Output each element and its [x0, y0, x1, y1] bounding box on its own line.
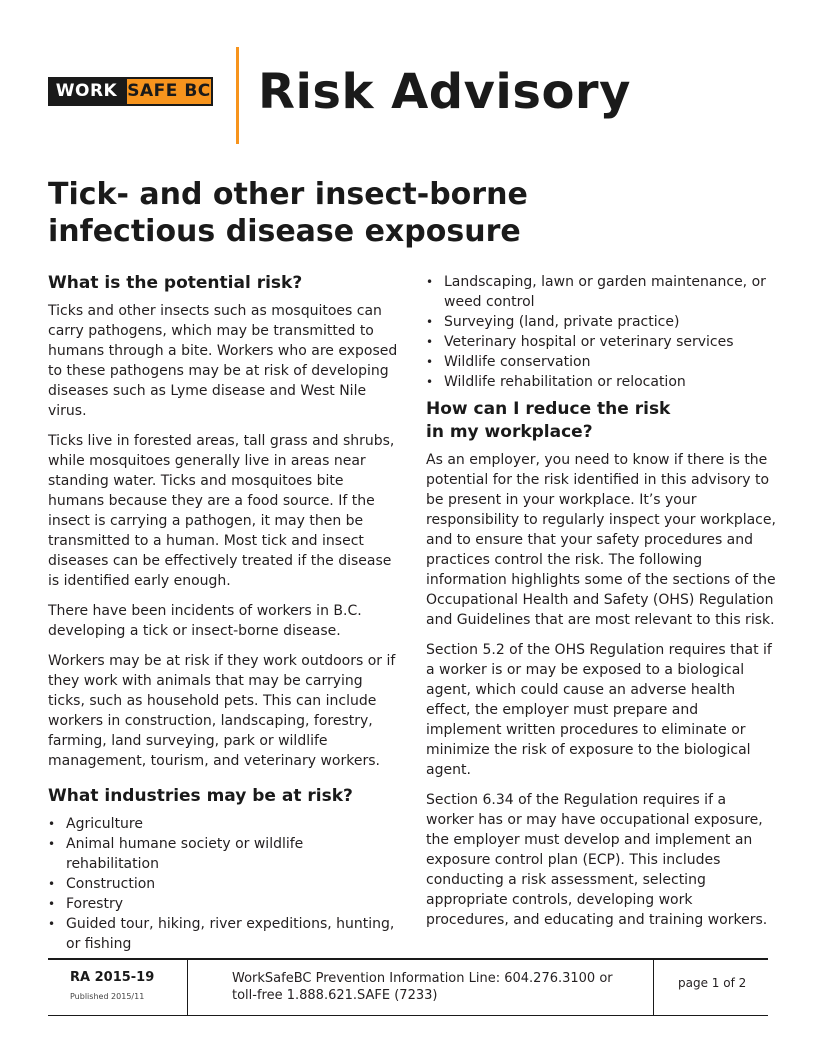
- logo-safe: SAFE: [127, 81, 178, 101]
- footer-doc-id: [48, 960, 188, 1015]
- list-item: • Animal humane society or wildlife rehabilitation: [48, 834, 398, 874]
- published-date: Published 2015/11: [70, 992, 145, 1001]
- list-item: • Agriculture: [48, 814, 398, 834]
- header-divider: [236, 47, 239, 144]
- worksafebc-logo: [48, 77, 213, 106]
- paragraph: Section 5.2 of the OHS Regulation requires that if a worker is or may be exposed to a biological agent, which could cause an adverse health effect, the employer must prepare and implement written procedures to eliminate or minimize the risk of exposure to the biological agent.: [426, 642, 772, 778]
- info-line-2: toll-free 1.888.621.SAFE (7233): [232, 988, 438, 1003]
- industry-list: [48, 814, 398, 954]
- list-item: • Construction: [48, 874, 398, 894]
- list-item: • Forestry: [48, 894, 398, 914]
- info-line-1: WorkSafeBC Prevention Information Line: 604.276.3100 or: [232, 971, 613, 986]
- logo-bc: BC: [184, 81, 211, 101]
- footer: [48, 958, 768, 1016]
- document-title: [48, 176, 568, 250]
- list-item: • Veterinary hospital or veterinary services: [426, 332, 776, 352]
- section-heading-risk: What is the potential risk?: [48, 273, 303, 293]
- right-column: [426, 272, 776, 940]
- footer-contact: [188, 960, 654, 1015]
- section-heading-reduce: How can I reduce the risk in my workplace?: [426, 399, 671, 442]
- advisory-code: RA 2015-19: [70, 970, 155, 985]
- title-line-2: infectious disease exposure: [48, 214, 521, 249]
- industry-list-continued: [426, 272, 776, 392]
- paragraph: Ticks live in forested areas, tall grass and shrubs, while mosquitoes generally live in areas near standing water. Ticks and mosquitoes bite humans because they are a food source. If the insect is carrying a pathogen, it may then be transmitted to a human. Most tick and insect diseases can be effectively treated if the disease is identified early enough.: [48, 433, 395, 589]
- logo-work: WORK: [48, 77, 125, 106]
- left-column: [48, 272, 398, 960]
- title-line-1: Tick- and other insect-borne: [48, 177, 528, 212]
- paragraph: As an employer, you need to know if there is the potential for the risk identified in this advisory to be present in your workplace. It’s your responsibility to regularly inspect your workplace, and to ensure that your safety procedures and practices control the risk. The following information highlights some of the sections of the Occupational Health and Safety (OHS) Regulation and Guidelines that are most relevant to this risk.: [426, 452, 776, 628]
- paragraph: Section 6.34 of the Regulation requires if a worker has or may have occupational exposure, the employer must develop and implement an exposure control plan (ECP). This includes conducting a risk assessment, selecting appropriate controls, developing work procedures, and educating and training workers.: [426, 792, 768, 928]
- list-item: • Surveying (land, private practice): [426, 312, 776, 332]
- header-title: Risk Advisory: [258, 64, 631, 120]
- page-number: page 1 of 2: [678, 976, 747, 990]
- list-item: • Wildlife rehabilitation or relocation: [426, 372, 776, 392]
- paragraph: There have been incidents of workers in B.C. developing a tick or insect-borne disease.: [48, 603, 362, 639]
- list-item: • Wildlife conservation: [426, 352, 776, 372]
- section-heading-industries: What industries may be at risk?: [48, 786, 353, 806]
- list-item: • Guided tour, hiking, river expeditions, hunting, or fishing: [48, 914, 398, 954]
- list-item: • Landscaping, lawn or garden maintenance, or weed control: [426, 272, 776, 312]
- paragraph: Ticks and other insects such as mosquitoes can carry pathogens, which may be transmitted to humans through a bite. Workers who are exposed to these pathogens may be at risk of developing diseases such as Lyme disease and West Nile virus.: [48, 303, 398, 419]
- logo-safe-bc: [125, 77, 213, 106]
- paragraph: Workers may be at risk if they work outdoors or if they work with animals that may be carrying ticks, such as household pets. This can include workers in construction, landscaping, forestry, farming, land surveying, park or wildlife management, tourism, and veterinary workers.: [48, 653, 396, 769]
